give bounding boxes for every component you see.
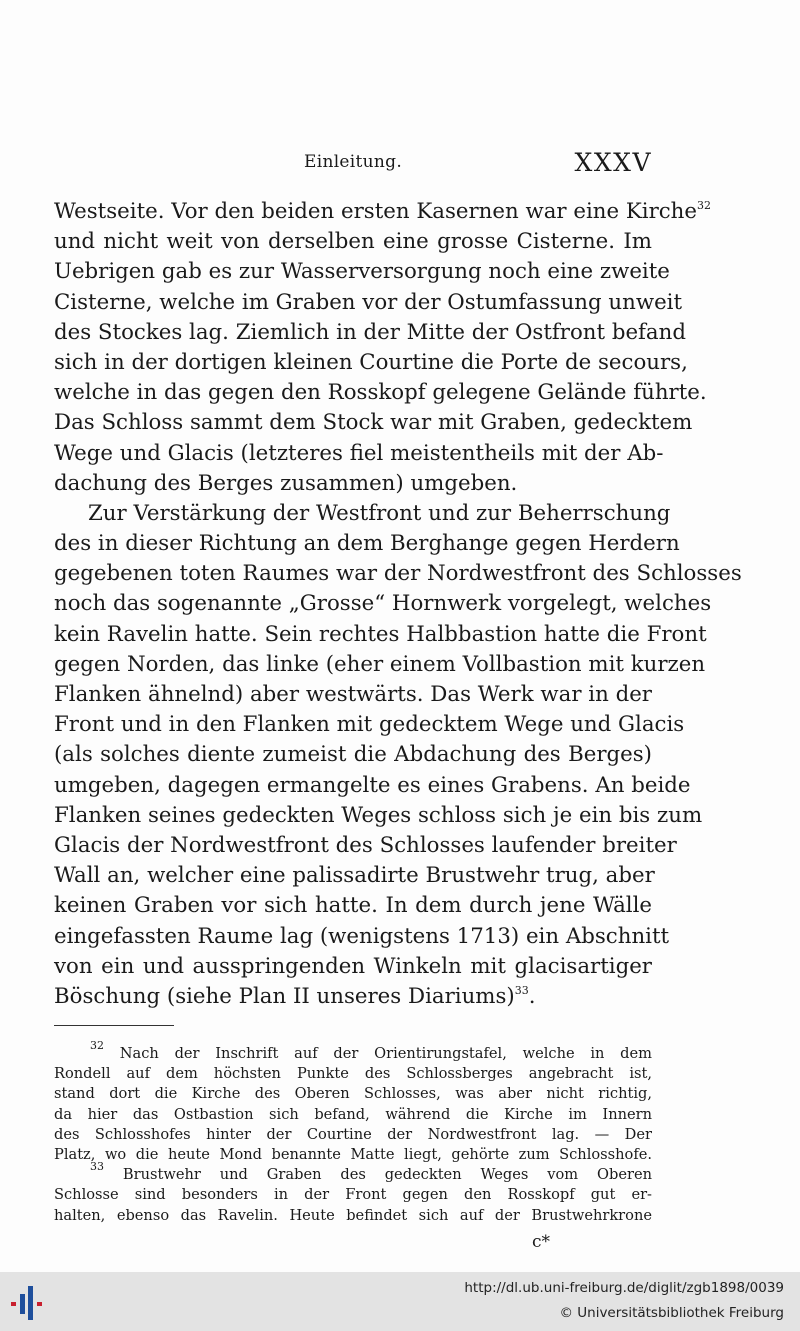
text-line: Glacis der Nordwestfront des Schlosses laufender breiter — [54, 832, 677, 858]
text-line: (als solches diente zumeist die Abdachung des Berges) — [54, 742, 652, 768]
footnote-line: Platz, wo die heute Mond benannte Matte liegt, gehörte zum Schlosshofe. — [54, 1145, 652, 1163]
text-line: Das Schloss sammt dem Stock war mit Graben, gedecktem — [54, 410, 693, 436]
text-line: keinen Graben vor sich hatte. In dem durch jene Wälle — [54, 893, 652, 919]
footnote-line: $^{33}$ Brustwehr und Graben des gedeckten Weges vom Oberen — [90, 1160, 652, 1184]
signature-mark: c* — [532, 1232, 551, 1252]
text-line: Flanken seines gedeckten Weges schloss sich je ein bis zum — [54, 802, 703, 828]
footnote-line: stand dort die Kirche des Oberen Schlosses, was aber nicht richtig, — [54, 1085, 652, 1103]
text-line: Front und in den Flanken mit gedecktem Wege und Glacis — [54, 712, 685, 738]
footnote-divider — [54, 1025, 174, 1026]
text-line: des Stockes lag. Ziemlich in der Mitte der Ostfront befand — [54, 319, 686, 345]
source-url-link[interactable]: http://dl.ub.uni-freiburg.de/diglit/zgb1898/0039 — [464, 1280, 784, 1296]
text-line: Uebrigen gab es zur Wasserversorgung noch eine zweite — [54, 259, 670, 285]
text-line: dachung des Berges zusammen) umgeben. — [54, 470, 518, 496]
text-line: welche in das gegen den Rosskopf gelegene Gelände führte. — [54, 380, 707, 406]
footnote-line: da hier das Ostbastion sich befand, während die Kirche im Innern — [54, 1105, 652, 1123]
text-line: umgeben, dagegen ermangelte es eines Grabens. An beide — [54, 772, 691, 798]
footnote-ref: 32 — [697, 199, 711, 212]
text-line: noch das sogenannte „Grosse“ Hornwerk vorgelegt, welches — [54, 591, 712, 617]
text-line: des in dieser Richtung an dem Berghange gegen Herdern — [54, 531, 680, 557]
footnote-line: halten, ebenso das Ravelin. Heute befindet sich auf der Brustwehrkrone — [54, 1206, 652, 1224]
text-line: Wall an, welcher eine palissadirte Brustwehr trug, aber — [54, 863, 655, 889]
text-line: Zur Verstärkung der Westfront und zur Beherrschung — [88, 500, 671, 526]
copyright-text: © Universitätsbibliothek Freiburg — [559, 1305, 784, 1321]
text-line: Wege und Glacis (letzteres fiel meistentheils mit der Ab- — [54, 440, 664, 466]
footnote-line: Rondell auf dem höchsten Punkte des Schlossberges angebracht ist, — [54, 1065, 652, 1083]
text-line: von ein und ausspringenden Winkeln mit glacisartiger — [54, 953, 652, 979]
footnote-mark: 32 — [90, 1039, 104, 1052]
text-line: Cisterne, welche im Graben vor der Ostumfassung unweit — [54, 289, 683, 315]
footnote-mark: 33 — [90, 1160, 104, 1174]
footnote-line: $^{32}$ Nach der Inschrift auf der Orientirungstafel, welche in dem — [90, 1039, 653, 1062]
text-line: gegen Norden, das linke (eher einem Vollbastion mit kurzen — [54, 651, 706, 677]
page-number: XXXV — [574, 148, 652, 177]
text-line: sich in der dortigen kleinen Courtine die Porte de secours, — [54, 349, 688, 375]
text-line: gegebenen toten Raumes war der Nordwestfront des Schlosses — [54, 561, 742, 587]
text-line: Flanken ähnelnd) aber westwärts. Das Werk war in der — [54, 682, 652, 707]
text-line: Westseite. Vor den beiden ersten Kasernen war eine Kirche$^{32}$ — [54, 199, 711, 224]
body-text — [54, 197, 742, 1012]
footer-bar — [0, 1272, 800, 1331]
text-line: kein Ravelin hatte. Sein rechtes Halbbastion hatte die Front — [54, 621, 707, 647]
text-line: Böschung (siehe Plan II unseres Diariums)$^{33}$. — [54, 983, 536, 1009]
text-line: und nicht weit von derselben eine grosse Cisterne. Im — [54, 229, 652, 255]
text-line: eingefassten Raume lag (wenigstens 1713) ein Abschnitt — [54, 923, 670, 949]
footnotes — [54, 1039, 653, 1226]
footnote-line: des Schlosshofes hinter der Courtine der Nordwestfront lag. — Der — [54, 1125, 652, 1143]
running-title: Einleitung. — [304, 152, 403, 172]
ub-freiburg-logo-icon — [8, 1282, 50, 1322]
running-head — [54, 150, 652, 182]
footnote-ref: 33 — [514, 983, 529, 997]
footnote-line: Schlosse sind besonders in der Front gegen den Rosskopf gut er- — [54, 1186, 652, 1204]
